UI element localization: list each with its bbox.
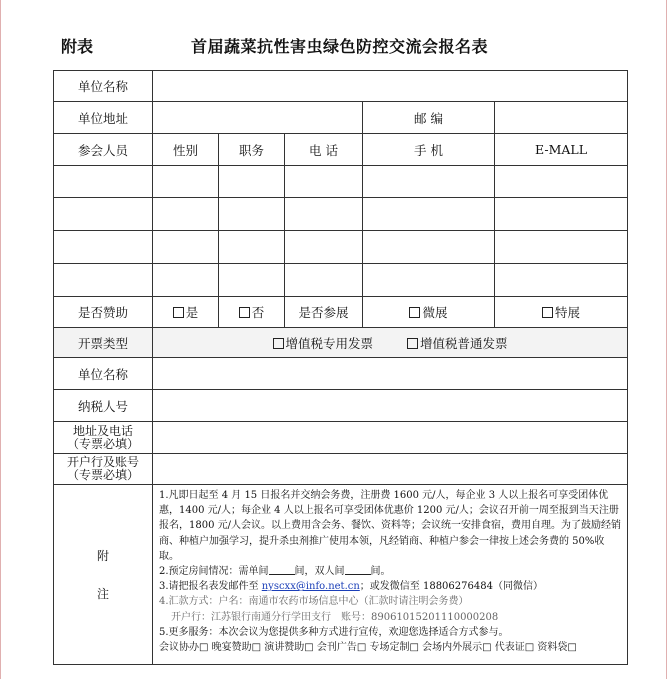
attendee-row [54,264,628,297]
org-address-field[interactable] [153,102,363,134]
attendee-name-cell[interactable] [54,166,153,198]
note-2-part-b: 间，双人间 [294,566,345,578]
attendee-gender-cell[interactable] [153,166,219,198]
vat-normal-label: 增值税普通发票 [420,335,508,351]
attendee-row [54,198,628,231]
org-name-label: 单位名称 [54,71,153,102]
note-2-part-a: 2.预定房间情况：需单间 [159,566,269,578]
row-invoice-type [54,328,628,358]
bank-account-label [54,454,153,485]
tax-id-field[interactable] [153,390,628,422]
position-header: 职务 [219,134,285,166]
attendee-email-cell[interactable] [495,231,628,264]
notes-content [153,485,628,665]
bank-account-field[interactable] [153,454,628,485]
special-booth-option[interactable] [495,297,628,328]
postcode-label: 邮 编 [363,102,495,134]
vat-special-option[interactable] [273,336,374,351]
invoice-org-name-label: 单位名称 [54,358,153,390]
checkbox-icon[interactable] [407,338,418,349]
attendee-gender-cell[interactable] [153,264,219,297]
attendee-gender-cell[interactable] [153,231,219,264]
special-booth-label: 特展 [555,305,581,320]
checkbox-icon[interactable] [542,307,553,318]
sponsor-yes-option[interactable] [153,297,219,328]
address-phone-field[interactable] [153,422,628,454]
sponsor-no-option[interactable] [219,297,285,328]
attendee-email-cell[interactable] [495,264,628,297]
note-4-bank: 开户行：江苏银行南通分行学田支行 账号：89061015201110000208 [171,611,499,623]
attachment-label: 附表 [61,37,94,56]
exhibit-question-label: 是否参展 [285,297,363,328]
attendee-row [54,166,628,198]
postcode-field[interactable] [495,102,628,134]
attendee-name-cell[interactable] [54,264,153,297]
note-2 [159,564,623,579]
note-1: 1.凡即日起至 4 月 15 日报名并交纳会务费，注册费 1600 元/人，每企业 3 人以上报名可享受团体优惠，1400 元/人；每企业 4 人以上报名可享受团体优惠价 1200 元/人；会议召开前一周至报到当天注册报名，1800 元/人会议。以上费用含会务、餐饮、资料等；会议统一安排食宿，费用自理。为了鼓励经销商、种植户加强学习，提升杀虫剂推广使用本领，凡经销商、种植户参会一律按上述会务费的 50%收取。 [159,490,621,562]
checkbox-icon[interactable] [273,338,284,349]
form-title: 首届蔬菜抗性害虫绿色防控交流会报名表 [191,37,489,56]
attendee-phone-cell[interactable] [285,264,363,297]
tax-id-label: 纳税人号 [54,390,153,422]
mobile-header: 手 机 [363,134,495,166]
notes-side-char-2: 注 [96,586,109,601]
checkbox-icon[interactable] [239,307,250,318]
note-3-part-a: 3.请把报名表发邮件至 [159,581,262,593]
checkbox-icon[interactable] [409,307,420,318]
attendee-phone-cell[interactable] [285,231,363,264]
note-3-part-b: ；或发微信至 18806276484（同微信） [359,581,543,593]
org-name-field[interactable] [153,71,628,102]
registration-form [53,70,628,665]
row-org-address [54,102,628,134]
attendee-phone-cell[interactable] [285,198,363,231]
note-2-part-c: 间。 [370,566,391,578]
invoice-type-label: 开票类型 [54,328,153,358]
note-3 [159,579,623,594]
registration-email-link[interactable]: nyscxx@info.net.cn [261,581,360,593]
attendee-position-cell[interactable] [219,231,285,264]
attendee-mobile-cell[interactable] [363,198,495,231]
single-room-blank[interactable] [269,564,295,575]
bank-account-label-line2: （专票必填） [66,468,139,482]
bank-account-label-line1: 开户行及账号 [66,455,139,469]
attendee-mobile-cell[interactable] [363,166,495,198]
row-notes [54,485,628,665]
attendee-name-cell[interactable] [54,231,153,264]
email-header: E-MALL [495,134,628,166]
attendee-name-cell[interactable] [54,198,153,231]
attendee-position-cell[interactable] [219,264,285,297]
row-sponsor-exhibit [54,297,628,328]
double-room-blank[interactable] [345,564,371,575]
micro-booth-label: 微展 [422,305,448,320]
attendee-position-cell[interactable] [219,198,285,231]
notes-side-char-1: 附 [96,548,109,563]
attendee-row [54,231,628,264]
gender-header: 性别 [153,134,219,166]
note-5: 5.更多服务：本次会议为您提供多种方式进行宣传，欢迎您选择适合方式参与。 [159,626,509,638]
attendee-gender-cell[interactable] [153,198,219,231]
vat-normal-option[interactable] [407,336,508,351]
attendee-email-cell[interactable] [495,166,628,198]
attendees-label: 参会人员 [54,134,153,166]
sponsor-question-label: 是否赞助 [54,297,153,328]
row-org-name [54,71,628,102]
address-phone-label-line1: 地址及电话 [72,423,133,438]
row-address-phone [54,422,628,454]
phone-header: 电 话 [285,134,363,166]
document-header [1,34,669,64]
invoice-org-name-field[interactable] [153,358,628,390]
address-phone-label-line2: （专票必填） [66,436,139,451]
note-5-options: 会议协办□ 晚宴赞助□ 演讲赞助□ 会刊广告□ 专场定制□ 会场内外展示□ 代表证□ 资料袋□ [159,642,577,654]
note-4: 4.汇款方式：户名：南通市农药市场信息中心（汇款时请注明会务费） [159,596,469,608]
attendee-email-cell[interactable] [495,198,628,231]
attendee-position-cell[interactable] [219,166,285,198]
address-phone-label [54,422,153,454]
row-attendee-header [54,134,628,166]
row-bank-account [54,454,628,485]
sponsor-no-label: 否 [251,305,265,320]
attendee-mobile-cell[interactable] [363,264,495,297]
sponsor-yes-label: 是 [185,305,199,320]
row-tax-id [54,390,628,422]
micro-booth-option[interactable] [363,297,495,328]
row-invoice-org-name [54,358,628,390]
notes-side-label [54,485,153,665]
attendee-mobile-cell[interactable] [363,231,495,264]
checkbox-icon[interactable] [173,307,184,318]
org-address-label: 单位地址 [54,102,153,134]
attendee-phone-cell[interactable] [285,166,363,198]
invoice-type-options [153,328,628,358]
vat-special-label: 增值税专用发票 [285,335,374,351]
